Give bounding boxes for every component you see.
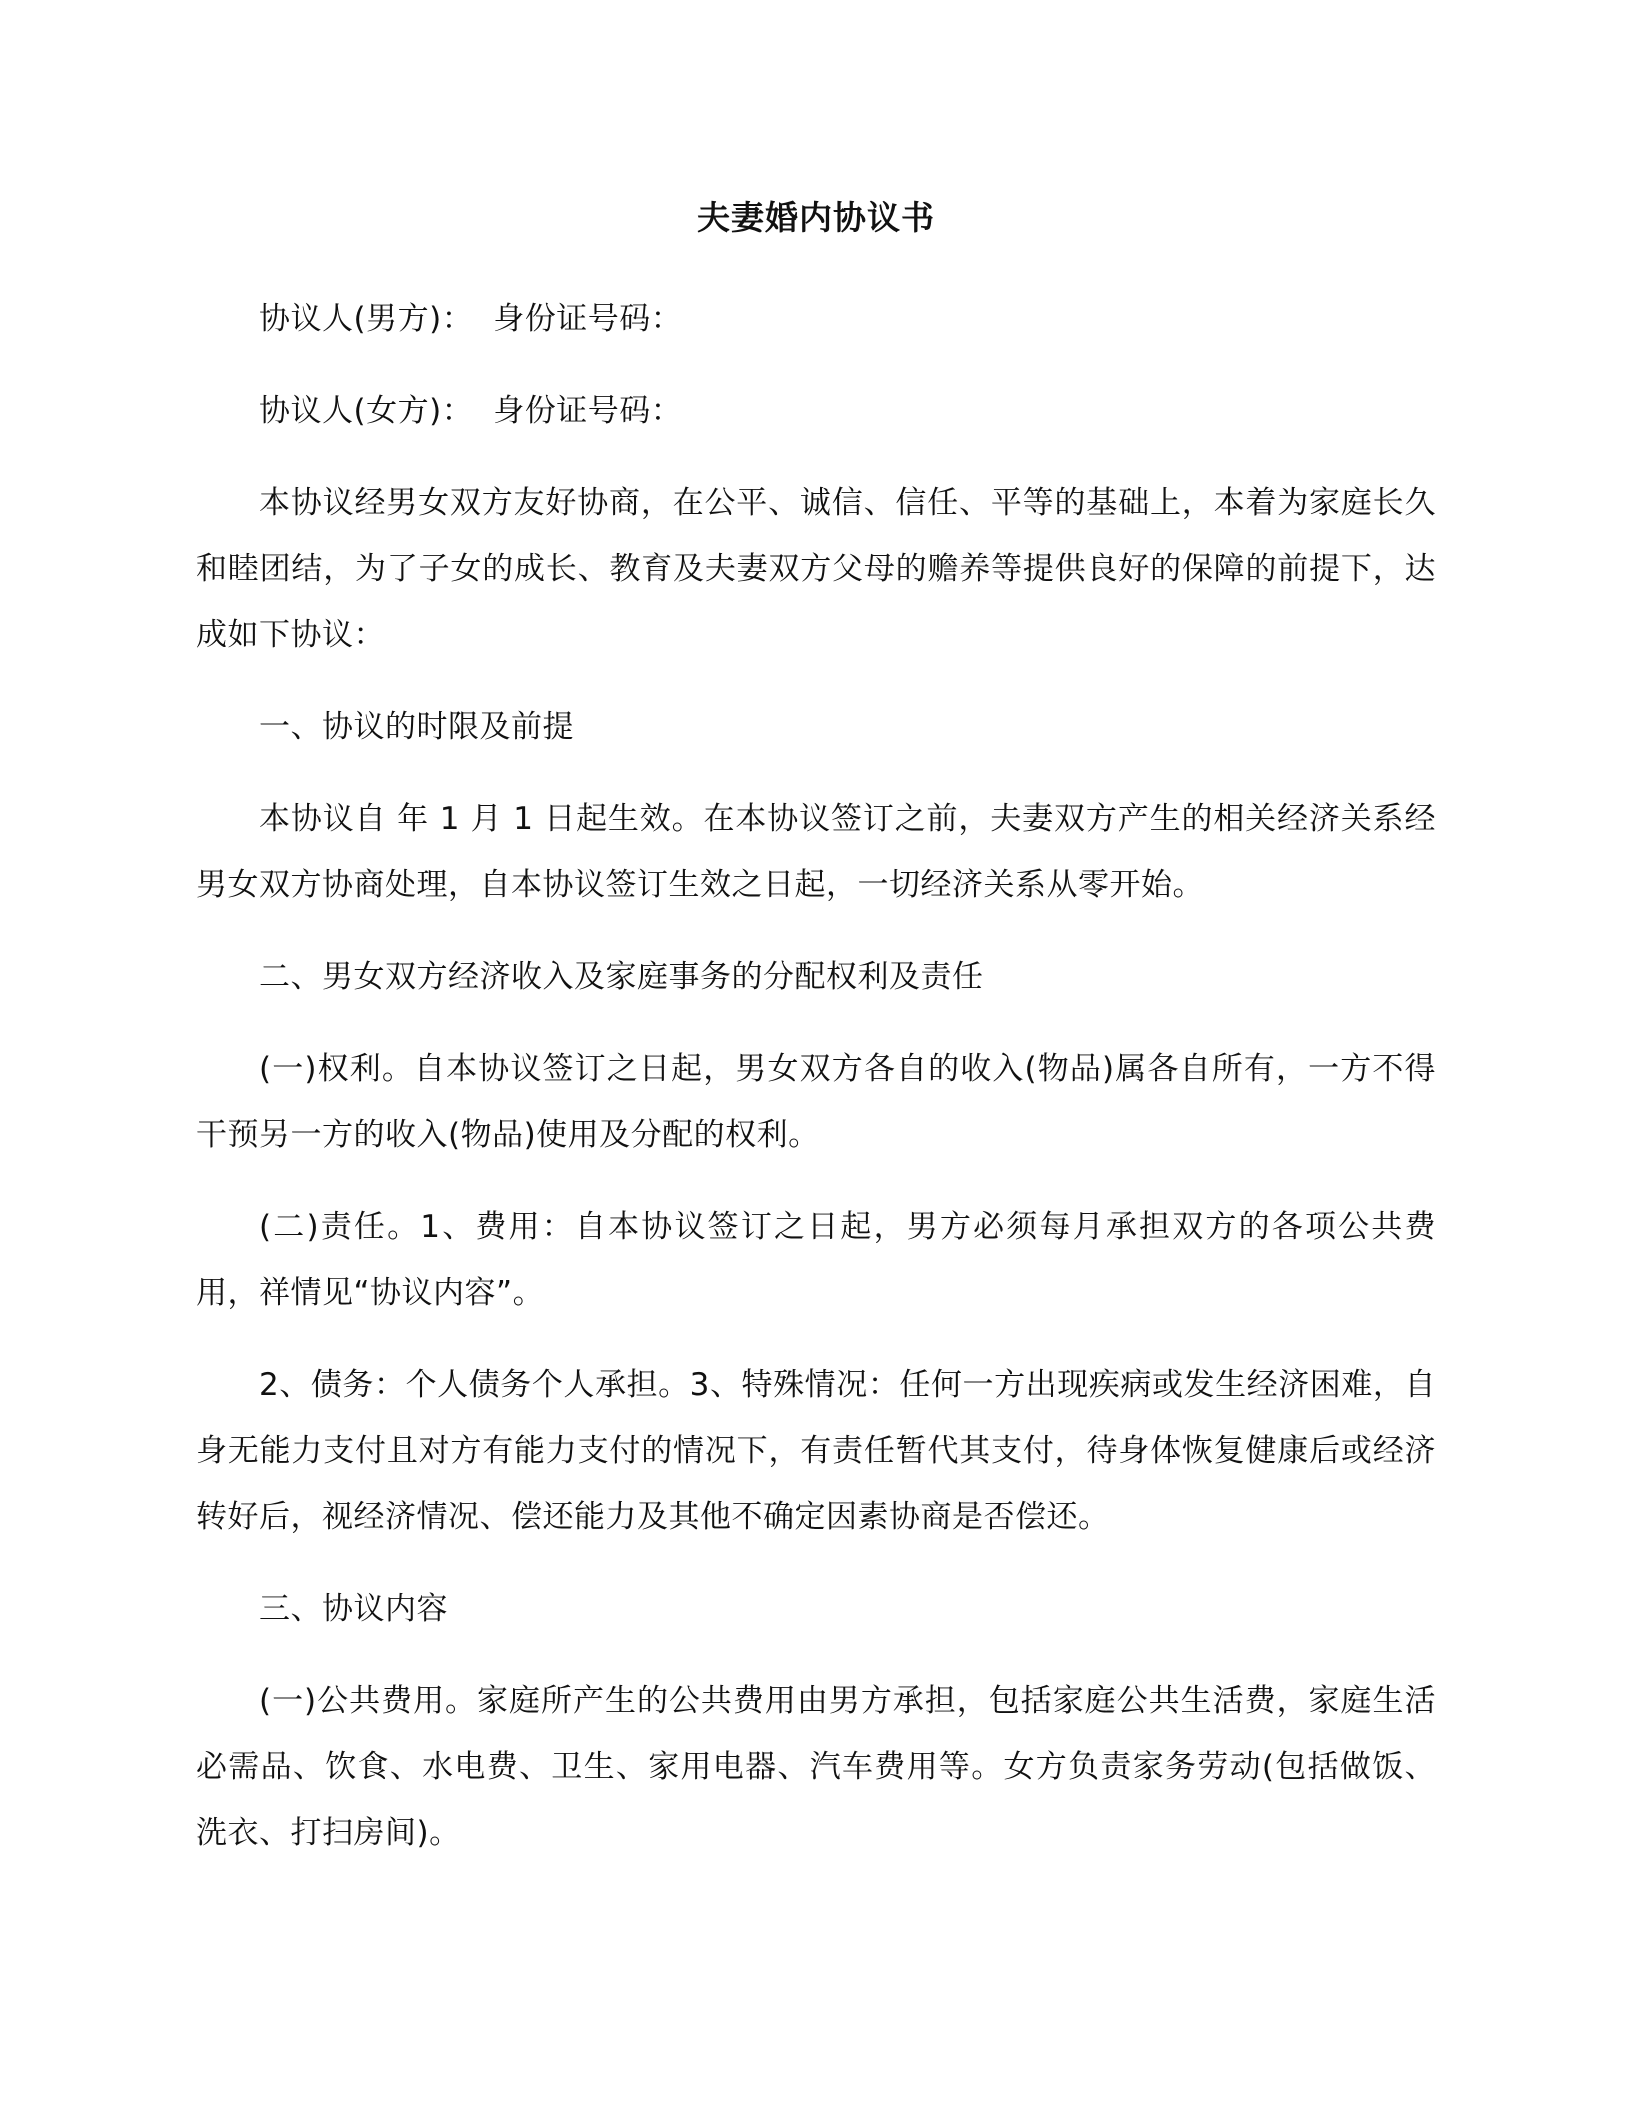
section3-public-paragraph: (一)公共费用。家庭所产生的公共费用由男方承担，包括家庭公共生活费，家庭生活必需品、饮食、水电费、卫生、家用电器、汽车费用等。女方负责家务劳动(包括做饭、洗衣、打扫房间)。 [196,1683,1436,1851]
section1-paragraph: 本协议自 年 1 月 1 日起生效。在本协议签订之前，夫妻双方产生的相关经济关系经男女双方协商处理，自本协议签订生效之日起，一切经济关系从零开始。 [196,801,1436,903]
preamble-paragraph: 本协议经男女双方友好协商，在公平、诚信、信任、平等的基础上，本着为家庭长久和睦团结，为了子女的成长、教育及夫妻双方父母的赡养等提供良好的保障的前提下，达成如下协议： [196,485,1436,653]
party-female-label: 协议人(女方)： [259,393,474,429]
document-body [196,286,1436,1892]
party-male-line [196,286,1436,352]
party-female-id-label: 身份证号码： [493,393,683,429]
document-title: 夫妻婚内协议书 [697,198,935,237]
party-female-line [196,378,1436,444]
section3-heading: 三、协议内容 [259,1591,448,1627]
section2-debts-paragraph: 2、债务：个人债务个人承担。3、特殊情况：任何一方出现疾病或发生经济困难，自身无能力支付且对方有能力支付的情况下，有责任暂代其支付，待身体恢复健康后或经济转好后，视经济情况、偿还能力及其他不确定因素协商是否偿还。 [196,1367,1436,1535]
section2-rights-paragraph: (一)权利。自本协议签订之日起，男女双方各自的收入(物品)属各自所有，一方不得干预另一方的收入(物品)使用及分配的权利。 [196,1051,1436,1153]
party-male-id-label: 身份证号码： [493,301,683,337]
section2-heading: 二、男女双方经济收入及家庭事务的分配权利及责任 [259,959,984,995]
party-male-label: 协议人(男方)： [259,301,474,337]
section1-heading: 一、协议的时限及前提 [259,709,574,745]
section2-duties-paragraph: (二)责任。1、费用：自本协议签订之日起，男方必须每月承担双方的各项公共费用，祥情见“协议内容”。 [196,1209,1436,1311]
